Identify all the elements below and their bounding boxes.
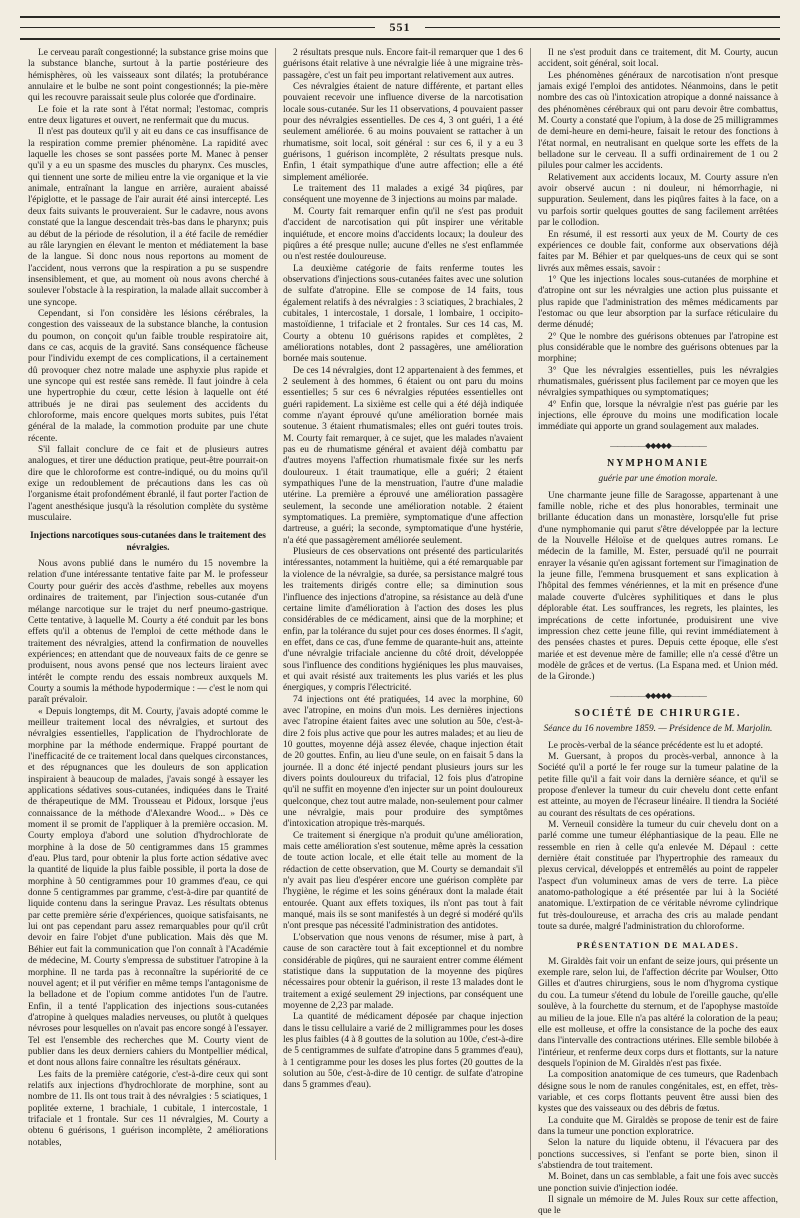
paragraph: 74 injections ont été pratiquées, 14 avec la morphine, 60 avec l'atropine, en moins d'un mois. Les dernières injections avec l'atropine étaient faites avec une solution au 50e, c'est-à-dire 2 fois plus active que pour les autres malades; et au lieu de 10 gouttes, moyenne déjà assez élevée, chaque injection était de 20 gouttes. Enfin, au lieu d'une seule, on en faisait 5 dans la journée. Il a donc été injecté pendant plusieurs jours sur les divers points douloureux du trifacial, 12 fois plus d'atropine qu'il ne suffit en moyenne d'en injecter sur un point douloureux quelconque, chez tout autre malade, non-seulement pour calmer une névralgie, mais pour produire des symptômes d'intoxication atropique très-marqués.: [283, 694, 523, 830]
header-rule-top: [20, 16, 780, 18]
paragraph: Cependant, si l'on considère les lésions cérébrales, la congestion des vaisseaux de la substance blanche, la contusion du poumon, on conçoit qu'un faible trouble respiratoire ait, dans ce cas, acquis de la gravité. Sans conséquence fâcheuse pour l'individu exempt de ces complications, il a certainement dû provoquer chez notre malade une asphyxie plus rapide et une syncope qui est restée sans remède. Il faut joindre à cela une hypertrophie du cœur, cette lésion à laquelle ont été attribués je ne dirai pas seulement des accidents du chloroforme, mais encore quelques morts subites, puis l'état général de la malade, la commotion produite par une chute récente.: [28, 308, 268, 444]
paragraph: La conduite que M. Giraldès se propose de tenir est de faire dans la tumeur une ponction exploratrice.: [538, 1115, 778, 1137]
page-header: [20, 14, 780, 40]
page-number: 551: [389, 20, 411, 34]
paragraph: Les faits de la première catégorie, c'est-à-dire ceux qui sont relatifs aux injections d'hydrochlorate de morphine, sont au nombre de 11. Ils ont tous trait à des névralgies : 5 sciatiques, 1 poplitée externe, 1 brachiale, 1 cubitale, 1 intercostale, 1 trifaciale et 1 frontale. Sur ces 11 névralgies, M. Courty a obtenu 6 guérisons, 1 guérison incomplète, 2 améliorations notables,: [28, 1069, 268, 1148]
column-1: [28, 48, 268, 1160]
paragraph: 1° Que les injections locales sous-cutanées de morphine et d'atropine ont sur les névralgies une action plus puissante et plus rapide que l'administration des mêmes médicaments par l'estomac ou que leur absorption par la surface réticulaire du derme dénudé;: [538, 274, 778, 331]
paragraph: Selon la nature du liquide obtenu, il l'évacuera par des ponctions successives, si l'enfant se porte bien, sinon il s'abstiendra de tout traitement.: [538, 1138, 778, 1171]
paragraph: De ces 14 névralgies, dont 12 appartenaient à des femmes, et 2 seulement à des hommes, 6 étaient ou ont paru du moins essentielles; 5 sur ces 6 névralgies réputées essentielles ont guéri rapidement. La sixième est celle qui a été déjà indiquée comme n'ayant éprouvé qu'une amélioration bornée mais soutenue. 3 étaient rhumatismales; elles ont guéri toutes trois. M. Courty fait remarquer, à ce sujet, que les malades n'avaient pas eu de rhumatisme général et avaient déjà combattu par d'autres moyens l'affection rhumatismale fixée sur les nerfs douloureux. 1 était traumatique, elle a guéri; 2 étaient sympathiques l'une de la menstruation, l'autre d'une maladie utérine. La première a éprouvé une amélioration passagère seulement, la seconde une amélioration notable. 2 étaient symptomatiques. La première, symptomatique d'une affection dartreuse, a guéri; la seconde, symptomatique d'une hystérie, n'a été que passagèrement améliorée seulement.: [283, 365, 523, 546]
paragraph: S'il fallait conclure de ce fait et de plusieurs autres analogues, et tirer une déduction pratique, peut-être pourrait-on dire que le chloroforme est contre-indiqué, ou du moins qu'il exige un redoublement de précautions dans les cas où l'organisme était profondément ébranlé, il faut porter l'action de l'agent anesthésique jusqu'à la résolution complète du système musculaire.: [28, 445, 268, 524]
sub-heading: PRÉSENTATION DE MALADES.: [576, 940, 740, 951]
column-3: [538, 48, 778, 1217]
header-rule-bottom: [20, 38, 780, 40]
column-2: [283, 48, 523, 1160]
paragraph: Les phénomènes généraux de narcotisation n'ont presque jamais exigé l'emploi des antidotes. Néanmoins, dans le petit nombre des cas où l'intoxication atropique a donné naissance à des phénomènes cérébraux qui ont paru devoir être combattus, M. Courty a constaté que l'opium, à la dose de 25 milligrammes de demi-heure en demi-heure, faisait le retour des fonctions à l'état normal, en neutralisant en quelque sorte les effets de la belladone sur le cerveau. Il a suffi ordinairement de 1 ou 2 pilules pour calmer les accidents.: [538, 70, 778, 172]
section-title-societe: SOCIÉTÉ DE CHIRURGIE.: [574, 707, 742, 719]
paragraph: Le traitement des 11 malades a exigé 34 piqûres, par conséquent une moyenne de 3 injections au moins par malade.: [283, 184, 523, 206]
section-title-nymphomanie: NYMPHOMANIE: [607, 458, 709, 470]
paragraph: Il ne s'est produit dans ce traitement, dit M. Courty, aucun accident, soit général, soit local.: [538, 48, 778, 70]
paragraph: Ce traitement si énergique n'a produit qu'une amélioration, mais cette amélioration s'est soutenue, même après la cessation de toute action locale, et elle était telle au moment de la rédaction de cette observation, que M. Courty se demandait s'il n'y avait pas lieu d'espérer encore une guérison complète par l'hygiène, le régime et les soins généraux dont la malade était entourée. Quant aux effets toxiques, ils n'ont pas tout à fait manqué, mais ils se sont manifestés à un degré si modéré qu'ils n'ont presque pas nécessité l'administration des antidotes.: [283, 830, 523, 932]
paragraph: L'observation que nous venons de résumer, mise à part, à cause de son caractère tout à fait exceptionnel et du nombre considérable de piqûres, qui ne sauraient entrer comme élément statistique dans la supputation de la moyenne des piqûres nécessaires pour obtenir la guérison, il reste 13 malades dont le traitement a exigé seulement 29 injections, par conséquent une moyenne de 2,23 par malade.: [283, 932, 523, 1011]
column-divider: [275, 48, 276, 1160]
paragraph: Le procès-verbal de la séance précédente est lu et adopté.: [548, 740, 763, 751]
paragraph: 2 résultats presque nuls. Encore fait-il remarquer que 1 des 6 guérisons était relative à une névralgie liée à une migraine très-passagère, c'est un fait peu important relativement aux autres.: [283, 48, 523, 81]
paragraph: 3° Que les névralgies essentielles, puis les névralgies rhumatismales, guérissent plus facilement par ce moyen que les névralgies sympathiques ou symptomatiques;: [538, 365, 778, 399]
paragraph: Nous avons publié dans le numéro du 15 novembre la relation d'une intéressante tentative faite par M. le professeur Courty pour guérir des accès d'asthme, rebelles aux moyens ordinaires de traitement, par l'injection sous-cutanée d'un mélange narcotique sur le trajet du nerf pneumo-gastrique. Cette tentative, à laquelle M. Courty a été conduit par les bons effets qu'il a obtenus de l'emploi de cette méthode dans le traitement des névralgies, attend la confirmation de nouvelles expériences; en attendant que de nouveaux faits de ce genre se produisent, nous avons pensé que nos lecteurs liraient avec intérêt le compte rendu des essais nombreux auxquels M. Courty a soumis la méthode hypodermique : — c'est le nom qui paraît prévaloir.: [28, 559, 268, 706]
columns: [28, 48, 780, 1217]
column-divider: [530, 48, 531, 1160]
paragraph: Le foie et la rate sont à l'état normal; l'estomac, compris entre deux ligatures et ouvert, ne renfermait que du mucus.: [28, 104, 268, 127]
section-subtitle: guérie par une émotion morale.: [598, 474, 718, 485]
paragraph: Il n'est pas douteux qu'il y ait eu dans ce cas insuffisance de la respiration comme premier phénomène. La rapidité avec laquelle les choses se sont passées porte M. Manec à penser qu'il y a eu un spasme des muscles du pharynx. Ces muscles, qui tiennent une sorte de milieu entre la vie organique et la vie animale, entraînant la langue en arrière, auraient abaissé l'épiglotte, et le passage de l'air aurait été ainsi intercepté. Les deux faits suivants le prouveraient. Sur le cadavre, nous avons constaté que la langue descendait très-bas dans le pharynx; puis au début de la période de résolution, il a été facile de remédier au râle laryngien en élevant le menton et médiatement la base de la langue. Si donc nous nous reportons au moment de l'accident, nous verrons que la respiration a pu se suspendre insensiblement, et que, au moment où nous avons cherché à soulever l'obstacle à la respiration, la malade allait succomber à une syncope.: [28, 127, 268, 308]
paragraph: La deuxième catégorie de faits renferme toutes les observations d'injections sous-cutanées faites avec une solution de sulfate d'atropine. Elle se compose de 14 faits, tous également relatifs à des névralgies : 3 sciatiques, 2 brachiales, 2 cubitales, 1 intercostale, 1 dorsale, 1 lombaire, 1 occipito-mastoïdienne, 1 trifaciale et 2 frontales. Sur ces 14 cas, M. Courty a obtenu 10 guérisons rapides et complètes, 2 améliorations notables, dont 2 passagères, une amélioration bornée mais soutenue.: [283, 263, 523, 365]
paragraph: En résumé, il est ressorti aux yeux de M. Courty de ces expériences ce double fait, conforme aux observations déjà faites par M. Béhier et par quelques-uns de ceux qui se sont livrés aux mêmes essais, savoir :: [538, 229, 778, 274]
paragraph: Relativement aux accidents locaux, M. Courty assure n'en avoir observé aucun : ni douleur, ni hémorrhagie, ni suppuration. Seulement, dans les piqûres faites à la face, on a vu parfois sortir quelques gouttes de sang facilement arrêtées par le collodion.: [538, 172, 778, 229]
paragraph: Il signale un mémoire de M. Jules Roux sur cette affection, que le: [538, 1195, 778, 1217]
ornament-divider: —————◆◆◆◆◆—————: [610, 440, 706, 450]
paragraph: Ces névralgies étaient de nature différente, et partant elles pouvaient recevoir une influence diverse de la narcotisation locale sous-cutanée. Sur les 11 observations, 4 pouvaient passer pour des névralgies essentielles. De ces 4, 3 ont guéri, 1 a été seulement améliorée. 6 au moins pouvaient se rattacher à un rhumatisme, soit local, soit général : sur ces 6, il y a eu 3 guérisons, 1 guérison incomplète, 2 résultats presque nuls. Enfin, 1 était sympathique d'une autre affection; elle a été simplement améliorée.: [283, 82, 523, 183]
paragraph: Plusieurs de ces observations ont présenté des particularités intéressantes, notamment la huitième, qui a été remarquable par la violence de la névralgie, sa durée, sa persistance malgré tous les traitements dirigés contre elle; sa diminution sous l'influence des injections d'atropine, sa résistance au delà d'une certaine limite d'amélioration à l'action des doses les plus considérables de ce médicament, ainsi que de la morphine; et enfin, par la tolérance du sujet pour ces doses énormes. Il s'agit, en effet, dans ce cas, d'une femme de quarante-huit ans, atteinte d'une névralgie trifaciale ancienne du côté droit, développée sous l'influence des conditions hygiéniques les plus mauvaises, et qui avait résisté aux traitements les plus variés et les plus énergiques, y compris l'électricité.: [283, 547, 523, 694]
paragraph: 2° Que le nombre des guérisons obtenues par l'atropine est plus considérable que le nombre des guérisons obtenues par la morphine;: [538, 331, 778, 365]
paragraph: M. Boinet, dans un cas semblable, a fait une fois avec succès une ponction suivie d'injection iodée.: [538, 1172, 778, 1194]
paragraph: M. Verneuil considère la tumeur du cuir chevelu dont on a parlé comme une tumeur éléphantiasique de la peau. Elle ne ressemble en rien à celle qu'a enlevée M. Dépaul : cette dernière était constituée par l'hypertrophie des rameaux du plexus cervical, développés et entremêlés au point de rappeler l'aspect d'un volumineux amas de vers de terre. La pièce anatomo-pathologique a été présentée par lui à la Société anatomique. L'extirpation de ce véritable névrome cylindrique fut très-douloureuse, et arracha des cris au malade pendant toute sa durée, malgré l'administration du chloroforme.: [538, 820, 778, 933]
paragraph: M. Giraldès fait voir un enfant de seize jours, qui présente un exemple rare, selon lui, de l'affection décrite par Woulser, Otto Gilles et d'autres chirurgiens, sous le nom d'hygroma cystique du cou. La tumeur s'étend du lobule de l'oreille gauche, qu'elle soulève, à la fourchette du sternum, et de l'apophyse mastoïde au milieu de la joue. Elle n'a pas altéré la coloration de la peau; elle est molleuse, et offre la consistance de la poche des eaux dans l'intervalle des contractions utérines. Elle semble bilobée à l'intérieur, et renferme deux corps durs et flottants, sur la nature desquels l'opinion de M. Giraldès n'est pas fixée.: [538, 956, 778, 1069]
ornament-divider: —————◆◆◆◆◆—————: [610, 690, 706, 700]
paragraph: La quantité de médicament déposée par chaque injection dans le tissu cellulaire a varié de 2 milligrammes pour les doses les plus faibles (4 à 8 gouttes de la solution au 100e, c'est-à-dire de 5 centigrammes de sulfate d'atropine dans 5 grammes d'eau), à 1 centigramme pour les doses les plus fortes (20 gouttes de la solution au 50e, c'est-à-dire de 10 centigr. de sulfate d'atropine dans 5 grammes d'eau).: [283, 1012, 523, 1091]
paragraph: « Depuis longtemps, dit M. Courty, j'avais adopté comme le meilleur traitement local des névralgies, et surtout des névralgies essentielles, l'application de l'hydrochlorate de morphine par la méthode endermique. Frappé pourtant de l'inefficacité de ce traitement local dans quelques circonstances, et des répugnances que les douleurs de son application inspiraient à beaucoup de malades, j'avais songé à essayer les applications sédatives sous-cutanées, indiquées dans le Traité de thérapeutique de MM. Trousseau et Pidoux, lorsque j'eus connaissance de la méthode d'Alexandre Wood... » Dès ce moment il se promit de l'appliquer à la première occasion. M. Courty employa d'abord une solution d'hydrochlorate de morphine à la dose de 50 centigrammes dans 15 grammes d'eau. Plus tard, pour obtenir la plus forte action sédative avec la quantité de liquide la plus faible possible, il porta la dose de morphine à 50 centigrammes pour 10 grammes d'eau, ce qui donne 5 centigrammes par gramme, c'est-à-dire par quantité de liquide contenu dans la seringue Pravaz. Les résultats obtenus par cette première série d'expériences, quoique satisfaisants, ne lui ont pas cependant paru assez remarquables pour qu'il crût devoir en faire l'objet d'une publication. Mais dès que M. Béhier eut fait la communication que l'on connaît à l'Académie de médecine, M. Courty s'empressa de substituer l'atropine à la morphine. Il ne tarda pas à reconnaître la supériorité de ce nouvel agent; et il put vérifier en même temps l'antagonisme de la belladone et de l'opium comme antidotes l'un de l'autre. Enfin, il a tenté l'application des injections sous-cutanées d'atropine à quelques maladies nerveuses, ou plutôt à quelques névroses pour lesquelles on n'avait pas encore songé à l'essayer. Tel est l'ensemble des recherches que M. Courty vient de publier dans les deux derniers cahiers du Montpellier médical, et dont nous allons faire connaître les résultats généraux.: [28, 706, 268, 1069]
meeting-line: Séance du 16 novembre 1859. — Présidence de M. Marjolin.: [543, 724, 773, 735]
paragraph: M. Guersant, à propos du procès-verbal, annonce à la Société qu'il a porté le fer rouge sur la tumeur palatine de la petite fille qu'il a fait voir dans la dernière séance, et qu'il se propose d'enlever la tumeur du cuir chevelu dont cette enfant est atteinte, au moyen de l'écraseur linéaire. Il tiendra la Société au courant des résultats de ces opérations.: [538, 751, 778, 819]
paragraph: M. Courty fait remarquer enfin qu'il ne s'est pas produit d'accident de narcotisation qui pût inspirer une véritable inquiétude, et encore moins d'accidents locaux; la douleur des piqûres a été presque nulle; aucune d'elles ne s'est enflammée ou n'est restée douloureuse.: [283, 206, 523, 263]
paragraph: La composition anatomique de ces tumeurs, que Radenbach désigne sous le nom de ranules congénitales, est, en effet, très-variable, et ces corps flottants peuvent être aussi bien des kystes que des vaisseaux ou des débris de fœtus.: [538, 1070, 778, 1115]
section-title-injections: Injections narcotiques sous-cutanées dans le traitement des névralgies.: [30, 531, 266, 553]
paragraph: Le cerveau paraît congestionné; la substance grise moins que la substance blanche, surtout à la partie postérieure des hémisphères, où les vaisseaux sont dilatés; la protubérance annulaire et le bulbe ne sont point congestionnés; la pie-mère qui les recouvre paraissait seule plus colorée que d'ordinaire.: [28, 48, 268, 104]
paragraph: Une charmante jeune fille de Saragosse, appartenant à une famille noble, riche et des plus honorables, terminait une brillante éducation dans un monastère, lorsqu'elle fut prise d'une nymphomanie qui parut s'être développée par la lecture de la Nouvelle Héloïse et de quelques autres romans. Le médecin de la famille, M. Ester, persuadé qu'il ne pourrait enrayer la vésanie qu'en agissant fortement sur l'imagination de la jeune fille, l'emmena brusquement et sans explication à l'hôpital des femmes vénériennes, et la mit en présence d'une malade couverte d'ulcères syphilitiques et dans le plus déplorable état. Les souffrances, les regrets, les plaintes, les imprécations de cette infortunée, produisirent une vive impression chez cette jeune fille, qui revint immédiatement à des pensées chastes et pures. Depuis cette époque, elle s'est mariée et est devenue mère de famille; elle n'a cessé d'être un modèle de grâces et de vertus. (La Espana med. et Union méd. de la Gironde.): [538, 490, 778, 683]
paragraph: 4° Enfin que, lorsque la névralgie n'est pas guérie par les injections, elle éprouve du moins une modification locale immédiate qui apporte un grand soulagement aux malades.: [538, 399, 778, 433]
